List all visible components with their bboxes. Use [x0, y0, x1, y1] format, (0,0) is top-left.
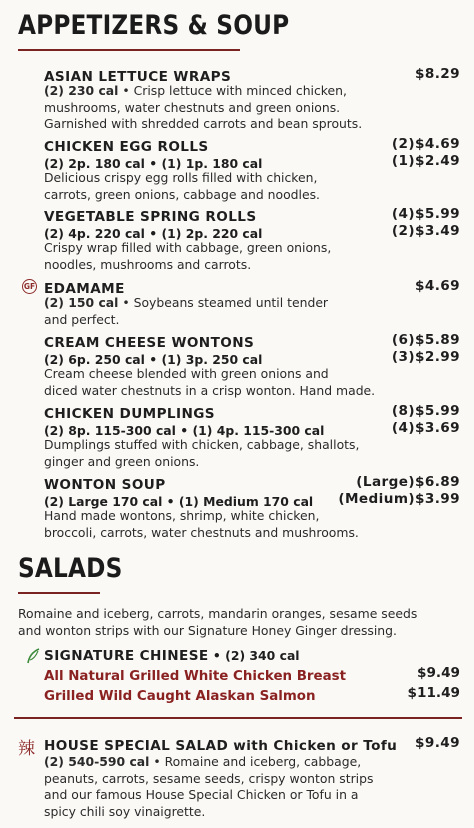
item-price: (4)$5.99 [391, 206, 460, 222]
option-name: Grilled Wild Caught Alaskan Salmon [44, 689, 316, 704]
item-description: (2) 230 cal • Crisp lettuce with minced chicken, [44, 83, 347, 98]
item-calories: (2) 8p. 115-300 cal • (1) 4p. 115-300 cal [44, 423, 325, 438]
item-description-line: spicy chili soy vinaigrette. [44, 803, 206, 819]
item-description-line: Garnished with shredded carrots and bean sprouts. [44, 116, 363, 131]
menu-item-chicken-dumplings [44, 403, 460, 470]
item-description-line: Cream cheese blended with green onions and [44, 366, 329, 381]
item-name: HOUSE SPECIAL SALAD with Chicken or Tofu [44, 738, 398, 754]
option-price: $9.49 [417, 665, 460, 681]
salads-intro-line: Romaine and iceberg, carrots, mandarin oranges, sesame seeds [18, 606, 418, 621]
item-price: (Large)$6.89 [356, 474, 460, 490]
option-name: All Natural Grilled White Chicken Breast [44, 669, 347, 684]
menu-item-asian-lettuce-wraps [44, 66, 460, 133]
item-price-small: (2)$3.49 [391, 223, 460, 239]
item-price-small: (Medium)$3.99 [338, 491, 460, 507]
item-price: (2)$4.69 [391, 136, 460, 152]
item-description-line: and our famous House Special Chicken or Tofu in a [44, 787, 359, 802]
item-description-line: ginger and green onions. [44, 453, 200, 469]
item-description-line: diced water chestnuts in a crisp wonton. Hand made. [44, 382, 376, 398]
salad-option-chicken [44, 665, 460, 685]
item-name: CHICKEN EGG ROLLS [44, 139, 209, 155]
item-calories: • (2) 340 cal [208, 648, 300, 663]
item-description-line: Hand made wontons, shrimp, white chicken, [44, 508, 320, 523]
item-price: $9.49 [415, 735, 460, 751]
item-price-small: (4)$3.69 [391, 420, 460, 436]
menu-item-wonton-soup [44, 474, 460, 541]
menu-item-cream-cheese-wontons [44, 332, 460, 399]
item-description: (2) 150 cal • Soybeans steamed until tender [44, 295, 329, 310]
item-description-line: mushrooms, water chestnuts and green onions. [44, 99, 341, 115]
salads-section-title: SALADS [18, 553, 123, 584]
gluten-free-icon: GF [22, 279, 37, 294]
item-calories: (2) 230 cal [44, 83, 119, 98]
item-description-line: Crispy wrap filled with cabbage, green onions, [44, 240, 332, 255]
item-description-line: broccoli, carrots, water chestnuts and mushrooms. [44, 524, 359, 540]
menu-item-house-special-salad [44, 735, 460, 820]
item-calories: (2) 540-590 cal [44, 754, 150, 769]
salads-title-underline [18, 592, 100, 594]
item-description-line: peanuts, carrots, sesame seeds, crispy wonton strips [44, 770, 374, 786]
item-name: SIGNATURE CHINESE [44, 648, 209, 664]
item-description-line: and perfect. [44, 311, 120, 327]
item-price: (6)$5.89 [391, 332, 460, 348]
item-price: (8)$5.99 [391, 403, 460, 419]
item-calories: (2) 4p. 220 cal • (1) 2p. 220 cal [44, 226, 263, 241]
item-description: (2) 540-590 cal • Romaine and iceberg, cabbage, [44, 754, 362, 769]
item-calories: (2) 2p. 180 cal • (1) 1p. 180 cal [44, 156, 263, 171]
appetizers-title-underline [18, 49, 240, 51]
item-price-small: (3)$2.99 [391, 349, 460, 365]
appetizers-section-title: APPETIZERS & SOUP [18, 10, 290, 41]
salads-intro-line: and wonton strips with our Signature Honey Ginger dressing. [18, 623, 397, 638]
item-calories: (2) Large 170 cal • (1) Medium 170 cal [44, 494, 314, 509]
item-price-small: (1)$2.49 [391, 153, 460, 169]
item-name: CHICKEN DUMPLINGS [44, 406, 215, 422]
menu-item-signature-chinese-salad [44, 645, 460, 705]
item-description-line: Delicious crispy egg rolls filled with chicken, [44, 170, 318, 185]
item-price: $8.29 [415, 66, 460, 82]
menu-item-edamame [44, 278, 460, 328]
salad-option-salmon [44, 685, 460, 705]
salads-intro [18, 605, 464, 639]
item-description-line: carrots, green onions, cabbage and noodles. [44, 186, 320, 202]
item-name: VEGETABLE SPRING ROLLS [44, 209, 257, 225]
menu-item-chicken-egg-rolls [44, 136, 460, 203]
menu-item-vegetable-spring-rolls [44, 206, 460, 273]
item-name: ASIAN LETTUCE WRAPS [44, 69, 232, 85]
item-calories: (2) 6p. 250 cal • (1) 3p. 250 cal [44, 352, 263, 367]
item-price: $4.69 [415, 278, 460, 294]
option-price: $11.49 [407, 685, 460, 701]
item-description-line: noodles, mushrooms and carrots. [44, 256, 252, 272]
item-name: WONTON SOUP [44, 477, 166, 493]
leaf-icon [26, 648, 40, 664]
spicy-icon: 辣 [18, 739, 35, 759]
item-name: CREAM CHEESE WONTONS [44, 335, 255, 351]
item-name: EDAMAME [44, 281, 125, 297]
item-calories: (2) 150 cal [44, 295, 119, 310]
item-description-line: Dumplings stuffed with chicken, cabbage, shallots, [44, 437, 360, 452]
salad-divider [14, 717, 462, 719]
